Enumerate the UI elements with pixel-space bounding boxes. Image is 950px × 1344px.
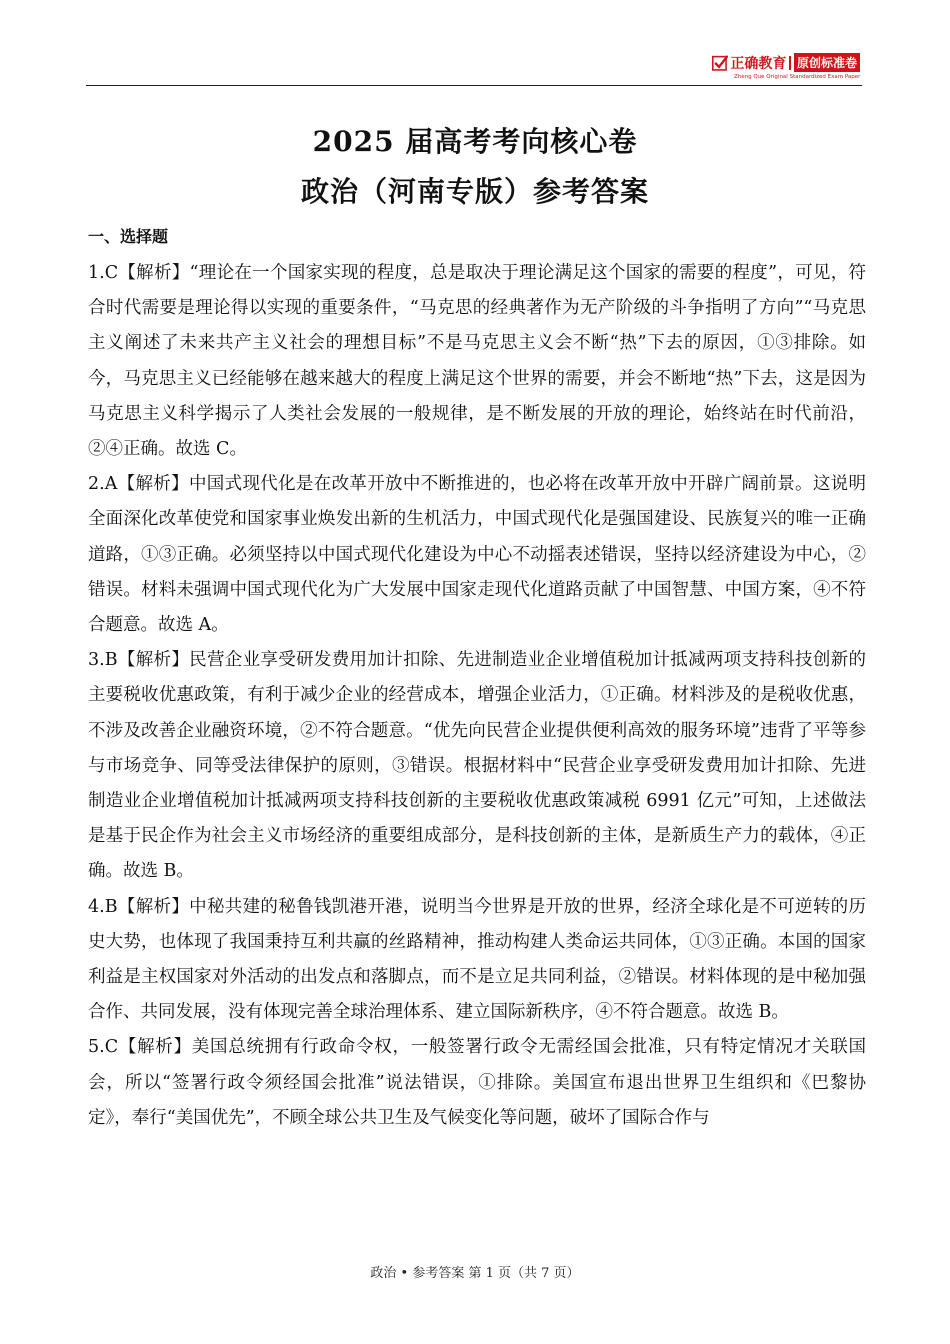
document-title: 2025 届高考考向核心卷 xyxy=(312,125,638,158)
brand-logo xyxy=(712,52,860,82)
answer-label: 1.C【解析】 xyxy=(88,263,190,283)
answer-item xyxy=(88,256,866,467)
answer-label: 3.B【解析】 xyxy=(88,650,190,671)
page-footer: 政治 • 参考答案 第 1 页（共 7 页） xyxy=(370,1266,580,1281)
answer-label: 5.C【解析】 xyxy=(88,1037,192,1058)
answer-item xyxy=(88,890,866,1031)
answer-item xyxy=(88,467,866,643)
logo-subtitle: Zheng Que Original Standardized Exam Paper xyxy=(734,74,861,80)
answer-text: “理论在一个国家实现的程度，总是取决于理论满足这个国家的需要的程度”，可见，符合时代需要是理论得以实现的重要条件，“马克思的经典著作为无产阶级的斗争指明了方向”“马克思主义阐述了未来共产主义社会的理想目标”不是马克思主义会不断“热”下去的原因，①③排除。如今，马克思主义已经能够在越来越大的程度上满足这个世界的需要，并会不断地“热”下去，这是因为马克思主义科学揭示了人类社会发展的一般规律，是不断发展的开放的理论，始终站在时代前沿，②④正确。故选 C。 xyxy=(88,263,866,460)
checkmark-icon xyxy=(712,52,728,73)
answer-label: 2.A【解析】 xyxy=(88,474,189,495)
answer-text: 美国总统拥有行政命令权，一般签署行政令无需经国会批准，只有特定情况才关联国会，所以“签署行政令须经国会批准”说法错误，①排除。美国宣布退出世界卫生组织和《巴黎协定》，奉行“美国优先”，不顾全球公共卫生及气候变化等问题，破坏了国际合作与 xyxy=(88,1037,866,1128)
answer-text: 中秘共建的秘鲁钱凯港开港，说明当今世界是开放的世界，经济全球化是不可逆转的历史大势，也体现了我国秉持互利共赢的丝路精神，推动构建人类命运共同体，①③正确。本国的国家利益是主权国家对外活动的出发点和落脚点，而不是立足共同利益，②错误。材料体现的是中秘加强合作、共同发展，没有体现完善全球治理体系、建立国际新秩序，④不符合题意。故选 B。 xyxy=(88,896,866,1023)
answer-item xyxy=(88,643,866,889)
document-subtitle: 政治（河南专版）参考答案 xyxy=(300,175,649,208)
section-heading: 一、选择题 xyxy=(88,227,169,246)
answer-text: 民营企业享受研发费用加计扣除、先进制造业企业增值税加计抵减两项支持科技创新的主要税收优惠政策，有利于减少企业的经营成本，增强企业活力，①正确。材料涉及的是税收优惠，不涉及改善企业融资环境，②不符合题意。“优先向民营企业提供便利高效的服务环境”违背了平等参与市场竞争、同等受法律保护的原则，③错误。根据材料中“民营企业享受研发费用加计扣除、先进制造业企业增值税加计抵减两项支持科技创新的主要税收优惠政策减税 6991 亿元”可知，上述做法是基于民企作为社会主义市场经济的重要组成部分，是科技创新的主体，是新质生产力的载体，④正确。故选 B。 xyxy=(88,650,866,882)
answer-list xyxy=(88,256,866,1136)
answer-text: 中国式现代化是在改革开放中不断推进的，也必将在改革开放中开辟广阔前景。这说明全面深化改革使党和国家事业焕发出新的生机活力，中国式现代化是强国建设、民族复兴的唯一正确道路，①③正确。必须坚持以中国式现代化建设为中心不动摇表述错误，坚持以经济建设为中心，②错误。材料未强调中国式现代化为广大发展中国家走现代化道路贡献了中国智慧、中国方案，④不符合题意。故选 A。 xyxy=(88,474,866,636)
logo-tag-text: 原创标准卷 xyxy=(794,53,860,72)
answer-label: 4.B【解析】 xyxy=(88,896,190,917)
header-rule xyxy=(86,85,862,86)
logo-divider xyxy=(789,56,791,70)
logo-brand-text: 正确教育 xyxy=(730,55,787,72)
answer-item xyxy=(88,1030,866,1136)
